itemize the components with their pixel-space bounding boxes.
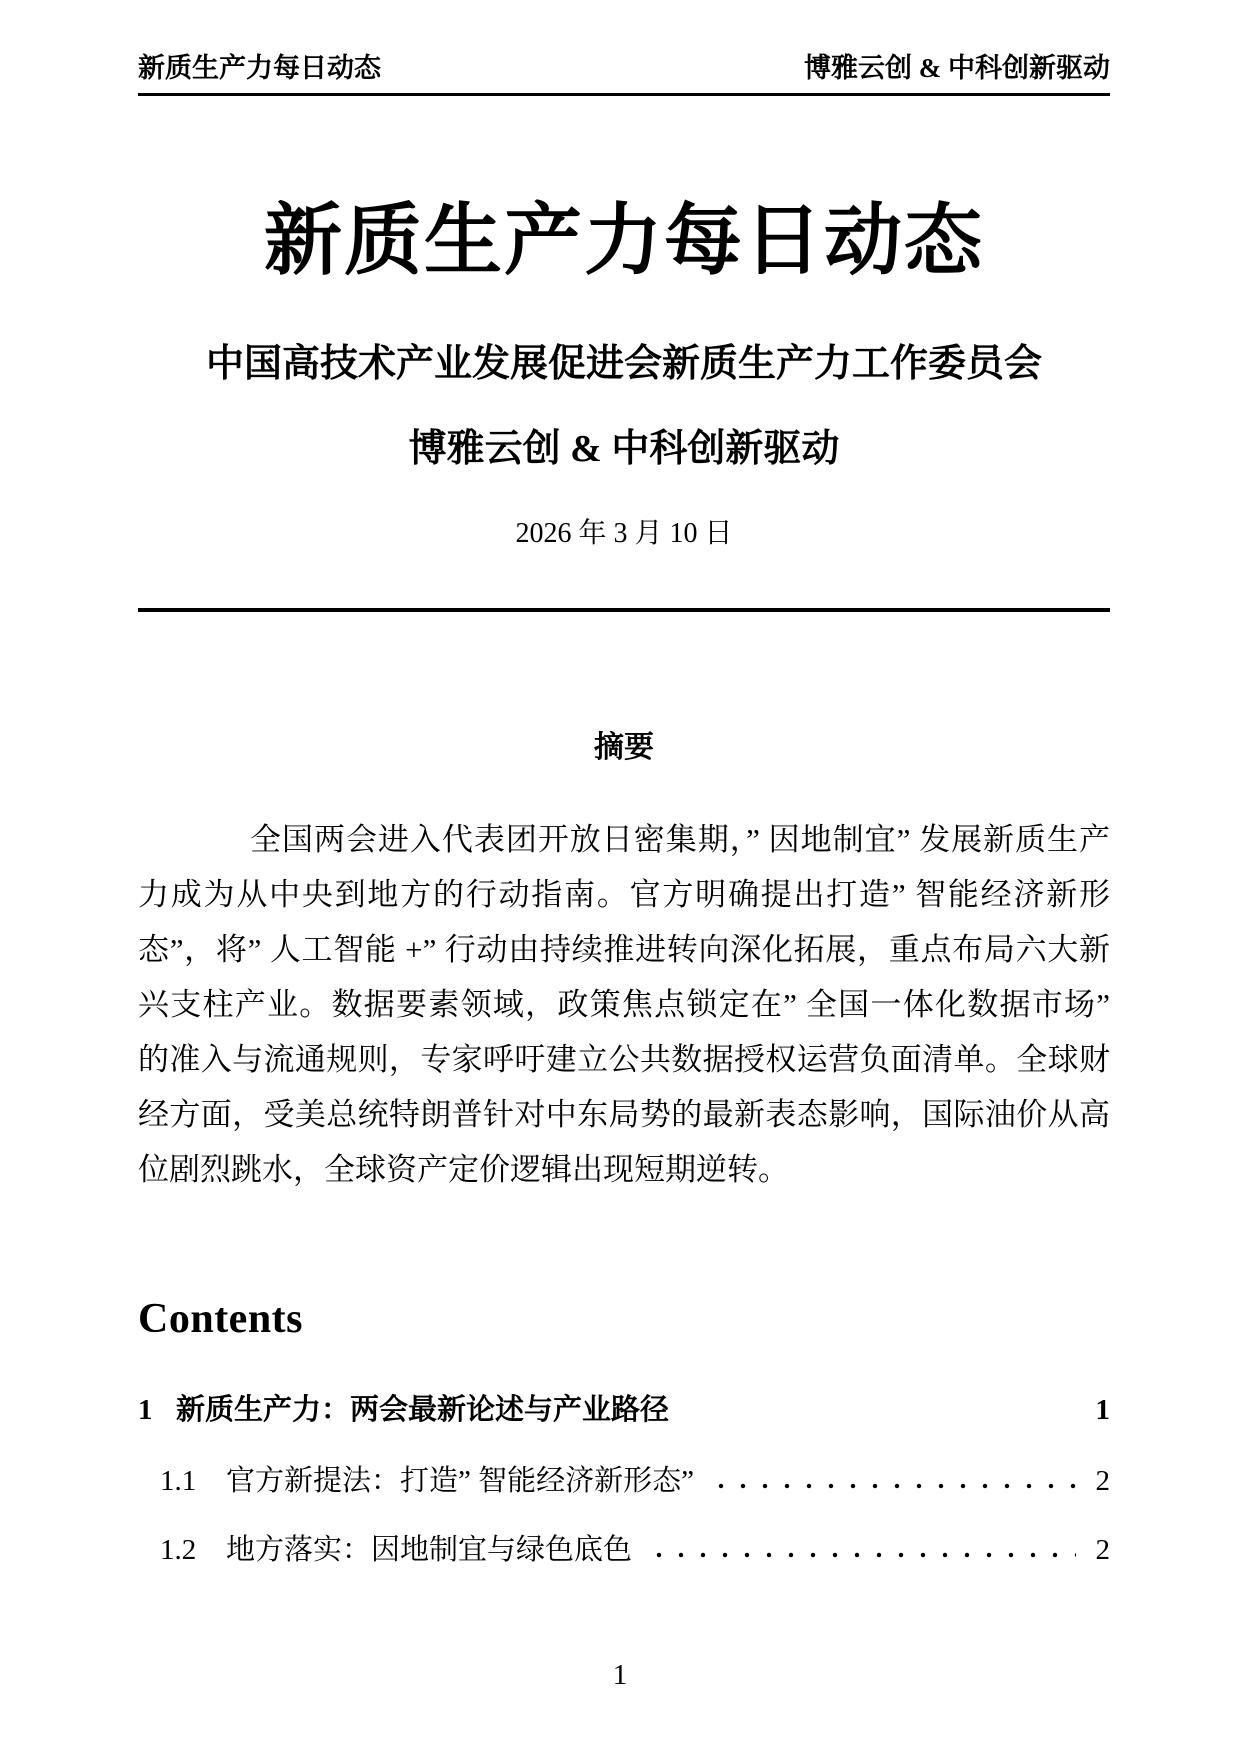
running-header — [138, 0, 1110, 96]
abstract-body: 全国两会进入代表团开放日密集期，” 因地制宜” 发展新质生产力成为从中央到地方的行动指南。官方明确提出打造” 智能经济新形态”，将” 人工智能 +” 行动由持续推进转向深化拓展，重点布局六大新兴支柱产业。数据要素领域，政策焦点锁定在” 全国一体化数据市场” 的准入与流通规则，专家呼吁建立公共数据授权运营负面清单。全球财经方面，受美总统特朗普针对中东局势的最新表态影响，国际油价从高位剧烈跳水，全球资产定价逻辑出现短期逆转。 — [138, 822, 1110, 1188]
title-block — [138, 196, 1110, 551]
toc-entry-section-1[interactable] — [138, 1393, 1110, 1428]
toc-dot-leader — [710, 1464, 1076, 1499]
header-left-title: 新质生产力每日动态 — [138, 53, 381, 83]
document-subtitle: 中国高技术产业发展促进会新质生产力工作委员会 — [205, 342, 1042, 385]
document-date: 2026 年 3 月 10 日 — [515, 517, 733, 549]
document-title: 新质生产力每日动态 — [263, 196, 984, 284]
toc-entry-section-1-2[interactable] — [138, 1533, 1110, 1568]
table-of-contents — [138, 1393, 1110, 1567]
document-author: 博雅云创 & 中科创新驱动 — [408, 428, 840, 471]
header-right-brand: 博雅云创 & 中科创新驱动 — [804, 53, 1110, 83]
contents-heading: Contents — [138, 1296, 304, 1343]
toc-entry-title: 官方新提法：打造” 智能经济新形态” — [226, 1465, 694, 1498]
abstract-heading: 摘要 — [594, 731, 654, 765]
toc-entry-number: 1.1 — [160, 1465, 197, 1498]
page-number: 1 — [612, 1659, 628, 1691]
toc-entry-number: 1.2 — [160, 1533, 197, 1566]
divider-rule — [138, 608, 1110, 612]
toc-entry-page: 2 — [1095, 1465, 1110, 1498]
toc-entry-page: 1 — [1095, 1394, 1110, 1427]
toc-entry-section-1-1[interactable] — [138, 1464, 1110, 1499]
toc-dot-leader — [648, 1533, 1076, 1568]
toc-entry-title: 新质生产力：两会最新论述与产业路径 — [176, 1394, 670, 1427]
toc-entry-number: 1 — [138, 1394, 153, 1427]
toc-entry-title: 地方落实：因地制宜与绿色底色 — [226, 1533, 633, 1566]
toc-entry-page: 2 — [1095, 1533, 1110, 1566]
